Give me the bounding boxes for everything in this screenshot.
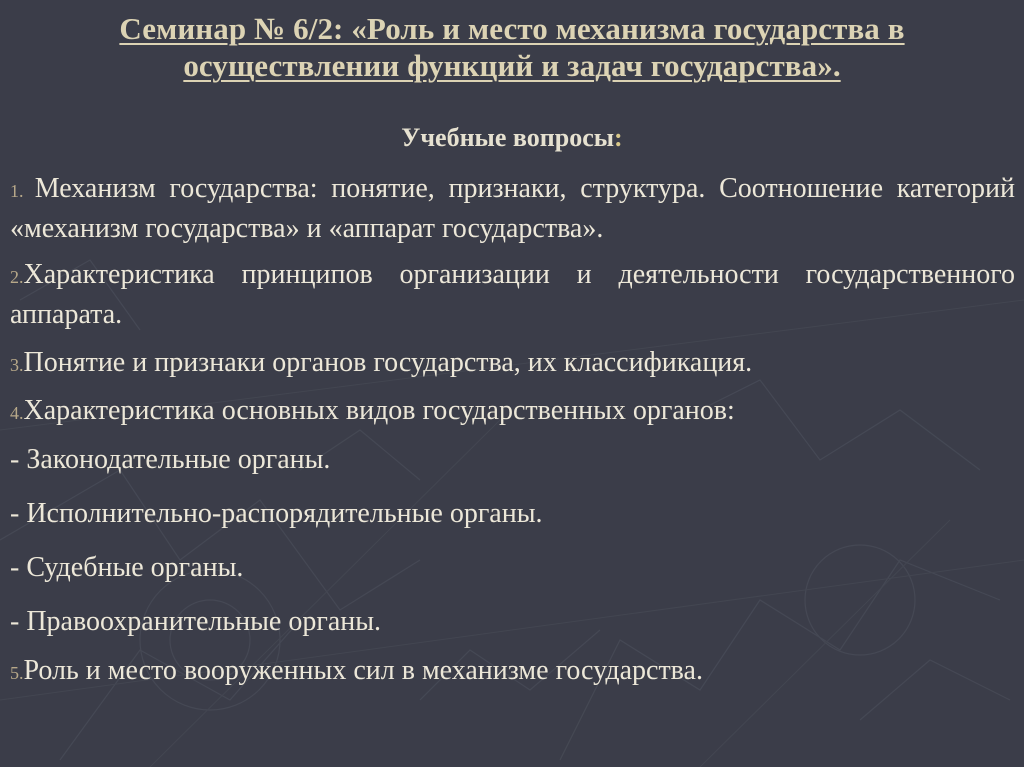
item-number: 5. [10, 663, 24, 683]
subheading-colon: : [614, 123, 623, 152]
item-text: - Правоохранительные органы. [10, 606, 382, 637]
list-item-executive [10, 495, 1015, 535]
item-text: - Судебные органы. [10, 552, 244, 583]
list-item-1 [10, 170, 1015, 248]
item-text: Механизм государства: понятие, признаки, структура. Соотношение категорий «механизм государства» и «аппарат государства». [10, 173, 1015, 244]
item-text: Характеристика принципов организации и деятельности государственного аппарата. [10, 259, 1015, 330]
questions-list [10, 170, 1015, 692]
title-line-1: Семинар № 6/2: «Роль и место механизма государства в [119, 11, 905, 46]
list-item-law-enforcement [10, 603, 1015, 643]
item-number: 4. [10, 403, 24, 423]
item-text: - Законодательные органы. [10, 444, 331, 475]
list-item-judicial [10, 549, 1015, 589]
item-text: - Исполнительно-распорядительные органы. [10, 498, 543, 529]
subheading-text: Учебные вопросы [401, 123, 615, 152]
item-number: 2. [10, 267, 24, 287]
item-text: Роль и место вооруженных сил в механизме государства. [23, 655, 703, 686]
item-number: 3. [10, 355, 24, 375]
study-questions-heading [0, 122, 1024, 154]
list-item-4 [10, 392, 1015, 432]
title-line-2: осуществлении функций и задач государства». [183, 48, 841, 83]
list-item-2 [10, 256, 1015, 334]
list-item-legislative [10, 441, 1015, 481]
list-item-3 [10, 344, 1015, 384]
slide-title [0, 10, 1024, 84]
item-text: Понятие и признаки органов государства, их классификация. [23, 347, 753, 378]
item-number: 1. [10, 181, 35, 201]
list-item-5 [10, 652, 1015, 692]
item-text: Характеристика основных видов государственных органов: [23, 395, 735, 426]
